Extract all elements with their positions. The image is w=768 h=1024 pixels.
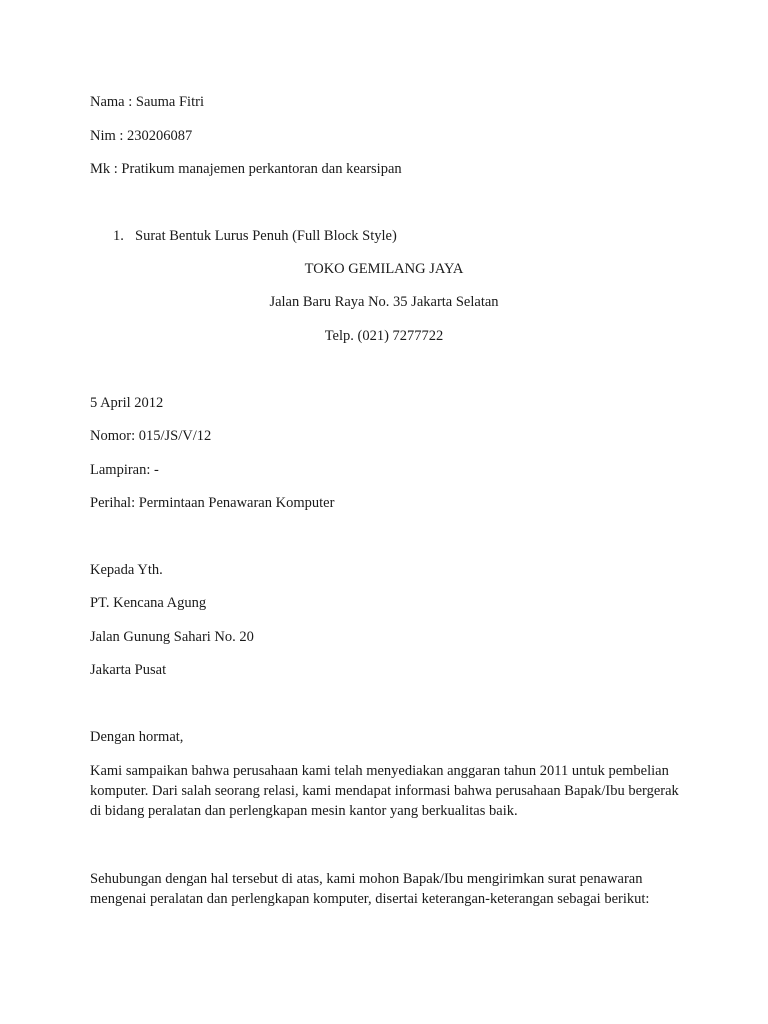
recipient-street: Jalan Gunung Sahari No. 20 <box>90 629 254 645</box>
company-name: TOKO GEMILANG JAYA <box>304 261 464 277</box>
student-nim: Nim : 230206087 <box>90 128 193 144</box>
company-phone: Telp. (021) 7277722 <box>324 328 444 344</box>
course-name: Mk : Pratikum manajemen perkantoran dan kearsipan <box>90 161 402 177</box>
letter-attachment: Lampiran: - <box>90 462 159 478</box>
letter-number: Nomor: 015/JS/V/12 <box>90 428 212 444</box>
body-paragraph-2: Sehubungan dengan hal tersebut di atas, kami mohon Bapak/Ibu mengirimkan surat penawaran mengenai peralatan dan perlengkapan komputer, disertai keterangan-keterangan sebagai berikut: <box>90 871 650 907</box>
recipient-salutation: Kepada Yth. <box>90 562 163 578</box>
letter-subject: Perihal: Permintaan Penawaran Komputer <box>90 495 335 511</box>
recipient-city: Jakarta Pusat <box>90 662 167 678</box>
greeting: Dengan hormat, <box>90 729 184 745</box>
body-paragraph-1: Kami sampaikan bahwa perusahaan kami telah menyediakan anggaran tahun 2011 untuk pembelian komputer. Dari salah seorang relasi, kami mendapat informasi bahwa perusahaan Bapak/Ibu bergerak di bidang peralatan dan perlengkapan mesin kantor yang berkualitas baik. <box>90 763 679 819</box>
recipient-name: PT. Kencana Agung <box>90 595 207 611</box>
list-item-text: Surat Bentuk Lurus Penuh (Full Block Style) <box>135 228 397 244</box>
list-item <box>113 226 397 246</box>
list-item-number: 1. <box>113 228 124 244</box>
company-address: Jalan Baru Raya No. 35 Jakarta Selatan <box>269 294 499 310</box>
letter-date: 5 April 2012 <box>90 395 164 411</box>
student-name: Nama : Sauma Fitri <box>90 94 204 110</box>
